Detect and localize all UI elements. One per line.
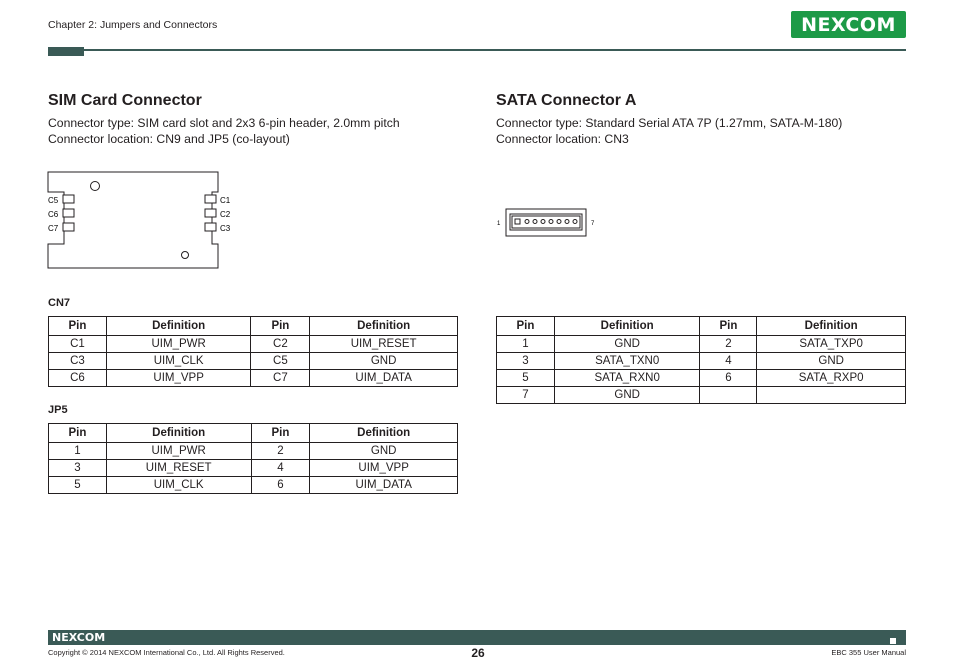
table-cell: 1 [497, 336, 555, 353]
table-row [49, 370, 458, 387]
header-tab [48, 47, 84, 56]
sim-pin-label-right: C2 [220, 210, 231, 219]
table-cell: C2 [251, 336, 310, 353]
footer-bar [48, 630, 906, 645]
column-header: Pin [700, 317, 757, 336]
table-cell [700, 387, 757, 404]
column-header: Pin [497, 317, 555, 336]
sata-connector-diagram [494, 206, 600, 240]
sim-connector-type: Connector type: SIM card slot and 2x3 6-pin header, 2.0mm pitch [48, 116, 400, 130]
column-header: Definition [310, 317, 458, 336]
header-rule [48, 49, 906, 51]
table-header-row [497, 317, 906, 336]
table-cell: UIM_DATA [310, 370, 458, 387]
table-cell: C6 [49, 370, 107, 387]
column-header: Definition [310, 424, 458, 443]
table-cell: SATA_RXN0 [554, 370, 700, 387]
table-cell: GND [310, 353, 458, 370]
table-row [49, 443, 458, 460]
table-cell: GND [757, 353, 906, 370]
table-row [497, 370, 906, 387]
table-cell: UIM_VPP [310, 460, 458, 477]
table-cell: 7 [497, 387, 555, 404]
sata-connector-type: Connector type: Standard Serial ATA 7P (1.27mm, SATA-M-180) [496, 116, 843, 130]
table-cell: 2 [251, 443, 310, 460]
table-cell: UIM_CLK [106, 353, 251, 370]
table-row [49, 477, 458, 494]
sim-pin-label-left: C7 [48, 224, 59, 233]
table-cell: 4 [251, 460, 310, 477]
column-header: Pin [49, 317, 107, 336]
table-row [497, 336, 906, 353]
table-cell: GND [554, 387, 700, 404]
column-header: Definition [757, 317, 906, 336]
table-cell: C7 [251, 370, 310, 387]
table-cell [757, 387, 906, 404]
table-cell: 5 [497, 370, 555, 387]
column-header: Pin [251, 317, 310, 336]
table-cell: 3 [497, 353, 555, 370]
sata-pin-table [496, 316, 906, 404]
sim-pin-label-left: C6 [48, 210, 59, 219]
sata-section-title: SATA Connector A [496, 92, 637, 109]
copyright-text: Copyright © 2014 NEXCOM International Co., Ltd. All Rights Reserved. [48, 648, 285, 657]
table-cell: 6 [700, 370, 757, 387]
table-header-row [49, 424, 458, 443]
cn7-label: CN7 [48, 297, 71, 309]
table-cell: UIM_PWR [106, 443, 251, 460]
nexcom-logo [791, 11, 906, 38]
footer-square [898, 638, 904, 644]
sim-pin-label-right: C1 [220, 196, 231, 205]
table-cell: 4 [700, 353, 757, 370]
sata-connector-location: Connector location: CN3 [496, 132, 629, 146]
chapter-title: Chapter 2: Jumpers and Connectors [48, 19, 218, 31]
table-cell: GND [310, 443, 458, 460]
table-cell: 6 [251, 477, 310, 494]
jp5-pin-table [48, 423, 458, 494]
table-cell: GND [554, 336, 700, 353]
table-cell: UIM_VPP [106, 370, 251, 387]
sata-pin-last-label: 7 [591, 221, 595, 227]
table-cell: UIM_PWR [106, 336, 251, 353]
footer-square [890, 630, 896, 636]
table-cell: C5 [251, 353, 310, 370]
table-row [497, 387, 906, 404]
sim-section-title: SIM Card Connector [48, 92, 202, 109]
footer-logo: NEXCOM [52, 631, 106, 644]
jp5-label: JP5 [48, 404, 68, 416]
manual-title: EBC 355 User Manual [831, 648, 906, 657]
table-row [49, 353, 458, 370]
sata-pin-first-label: 1 [497, 221, 501, 227]
table-row [49, 460, 458, 477]
column-header: Pin [49, 424, 107, 443]
table-cell: C3 [49, 353, 107, 370]
table-cell: UIM_RESET [106, 460, 251, 477]
table-cell: SATA_TXP0 [757, 336, 906, 353]
table-cell: 1 [49, 443, 107, 460]
table-header-row [49, 317, 458, 336]
page-number: 26 [471, 646, 485, 660]
sim-pin-label-left: C5 [48, 196, 59, 205]
column-header: Definition [106, 317, 251, 336]
sim-connector-location: Connector location: CN9 and JP5 (co-layout) [48, 132, 290, 146]
table-cell: SATA_RXP0 [757, 370, 906, 387]
cn7-pin-table [48, 316, 458, 387]
table-cell: UIM_DATA [310, 477, 458, 494]
sim-pin-label-right: C3 [220, 224, 231, 233]
column-header: Definition [554, 317, 700, 336]
table-cell: C1 [49, 336, 107, 353]
table-row [49, 336, 458, 353]
table-cell: 2 [700, 336, 757, 353]
table-cell: UIM_RESET [310, 336, 458, 353]
sim-connector-diagram [44, 168, 231, 274]
footer-square [890, 638, 896, 644]
table-cell: SATA_TXN0 [554, 353, 700, 370]
column-header: Pin [251, 424, 310, 443]
table-cell: 3 [49, 460, 107, 477]
table-cell: 5 [49, 477, 107, 494]
table-row [497, 353, 906, 370]
column-header: Definition [106, 424, 251, 443]
table-cell: UIM_CLK [106, 477, 251, 494]
logo-text: NEXCOM [801, 13, 896, 36]
